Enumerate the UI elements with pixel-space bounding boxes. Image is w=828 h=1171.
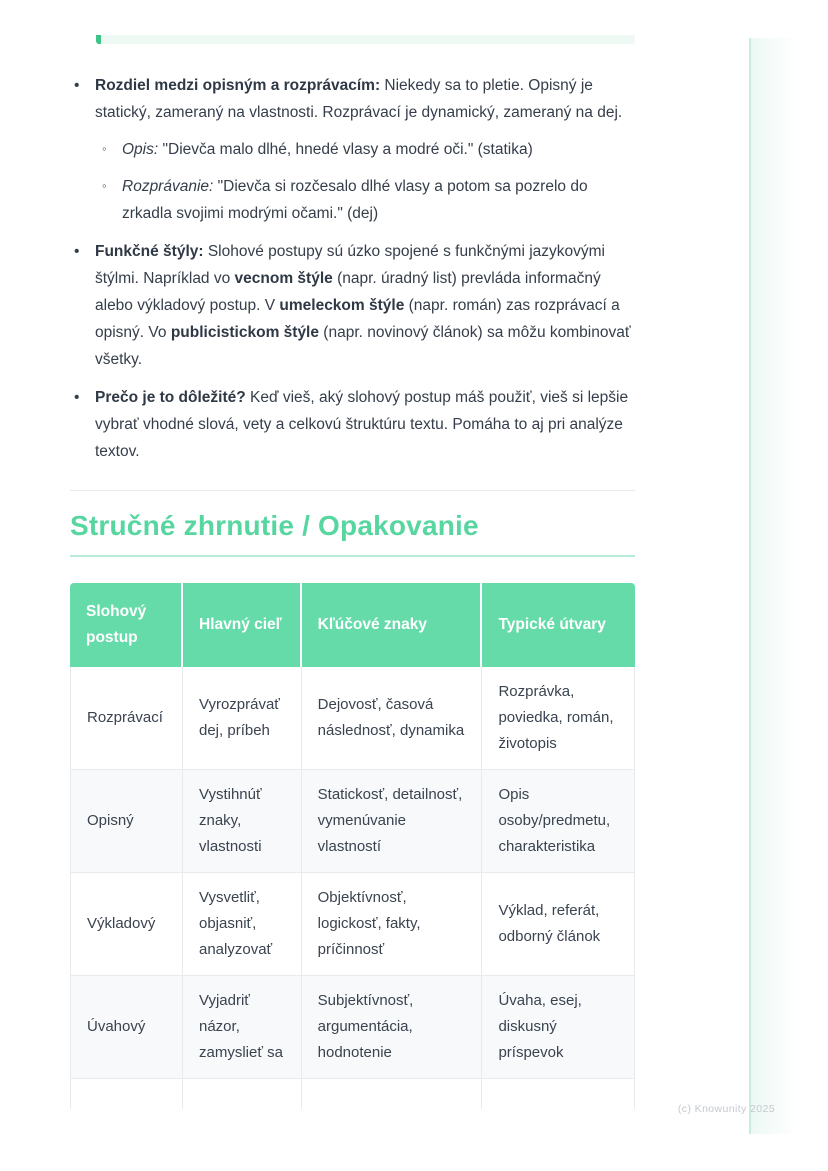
- sub-bullet-icon: ◦: [102, 178, 107, 193]
- bullet-icon: •: [74, 77, 80, 94]
- table-cell: Úvaha, esej, diskusný príspevok: [482, 976, 635, 1079]
- sub-list-item: [95, 173, 635, 227]
- table-cell: Statickosť, detailnosť, vymenúvanie vlastností: [302, 770, 483, 873]
- bullet-icon: •: [74, 243, 80, 260]
- table-row: [70, 873, 635, 976]
- section-divider: [70, 490, 635, 491]
- bullet-body: Niekedy sa to pletie. Opisný je statický, zameraný na vlastnosti. Rozprávací je dynamický, zameraný na dej.: [95, 77, 623, 121]
- bullet-body: (napr. úradný list) prevláda informačný alebo výkladový postup. V: [95, 270, 601, 314]
- table-cell: [482, 1079, 635, 1109]
- list-item: [70, 238, 635, 373]
- table-cell: [70, 1079, 183, 1109]
- list-item: [70, 384, 635, 465]
- column-header: Typické útvary: [482, 583, 635, 667]
- page-edge-accent-line: [749, 38, 751, 1134]
- bullet-body: (napr. novinový článok) sa môžu kombinovať všetky.: [95, 324, 631, 368]
- column-header: Kľúčové znaky: [302, 583, 483, 667]
- table-cell: Dejovosť, časová následnosť, dynamika: [302, 667, 483, 770]
- table-cell: Rozprávka, poviedka, román, životopis: [482, 667, 635, 770]
- bullet-lead: Rozdiel medzi opisným a rozprávacím:: [95, 77, 381, 94]
- sub-bullet-lead: Rozprávanie:: [122, 178, 214, 195]
- bold-term: publicistickom štýle: [170, 324, 319, 341]
- bold-term: umeleckom štýle: [279, 297, 405, 314]
- sub-bullet-lead: Opis:: [122, 141, 159, 158]
- table-cell: Rozprávací: [70, 667, 183, 770]
- list-item: [70, 72, 635, 227]
- table-row: [70, 770, 635, 873]
- bullet-list: [70, 72, 635, 465]
- table-row: [70, 976, 635, 1079]
- table-cell: Výklad, referát, odborný článok: [482, 873, 635, 976]
- table-cell: Subjektívnosť, argumentácia, hodnotenie: [302, 976, 483, 1079]
- watermark: (c) Knowunity 2025: [677, 1103, 775, 1115]
- table-cell: Vyjadriť názor, zamyslieť sa: [183, 976, 302, 1079]
- bullet-text: [95, 238, 635, 373]
- bullet-body: (napr. román) zas rozprávací a opisný. Vo: [95, 297, 620, 341]
- sub-bullet-icon: ◦: [102, 141, 107, 156]
- table-row-clipped: [70, 1079, 635, 1109]
- sub-bullet-list: [95, 136, 635, 227]
- table-header-row: [70, 583, 635, 667]
- table-cell: Vysvetliť, objasniť, analyzovať: [183, 873, 302, 976]
- table-cell: [302, 1079, 483, 1109]
- table-cell: [183, 1079, 302, 1109]
- table-cell: Opisný: [70, 770, 183, 873]
- table-cell: Objektívnosť, logickosť, fakty, príčinnosť: [302, 873, 483, 976]
- summary-table: [70, 583, 635, 1109]
- bullet-body: Slohové postupy sú úzko spojené s funkčnými jazykovými štýlmi. Napríklad vo: [95, 243, 606, 287]
- page-edge-accent-panel: [751, 38, 797, 1134]
- bullet-icon: •: [74, 389, 80, 406]
- table-cell: Výkladový: [70, 873, 183, 976]
- bullet-text: [95, 384, 635, 465]
- bullet-text: [95, 72, 635, 126]
- bullet-lead: Prečo je to dôležité?: [95, 389, 246, 406]
- column-header: Slohový postup: [70, 583, 183, 667]
- callout-box-bottom: [96, 35, 635, 44]
- table-row: [70, 667, 635, 770]
- table-cell: Úvahový: [70, 976, 183, 1079]
- table-cell: Vystihnúť znaky, vlastnosti: [183, 770, 302, 873]
- sub-bullet-body: "Dievča si rozčesalo dlhé vlasy a potom sa pozrelo do zrkadla svojimi modrými očami." (dej): [122, 178, 588, 222]
- sub-list-item: [95, 136, 635, 163]
- column-header: Hlavný cieľ: [183, 583, 302, 667]
- table-cell: Opis osoby/predmetu, charakteristika: [482, 770, 635, 873]
- content-column: [70, 0, 635, 1133]
- bullet-body: Keď vieš, aký slohový postup máš použiť, vieš si lepšie vybrať vhodné slová, vety a celkovú štruktúru textu. Pomáha to aj pri analýze textov.: [95, 389, 629, 460]
- bold-term: vecnom štýle: [234, 270, 333, 287]
- table-cell: Vyrozprávať dej, príbeh: [183, 667, 302, 770]
- section-heading: Stručné zhrnutie / Opakovanie: [70, 510, 635, 557]
- sub-bullet-body: "Dievča malo dlhé, hnedé vlasy a modré oči." (statika): [158, 141, 533, 158]
- bullet-lead: Funkčné štýly:: [95, 243, 204, 260]
